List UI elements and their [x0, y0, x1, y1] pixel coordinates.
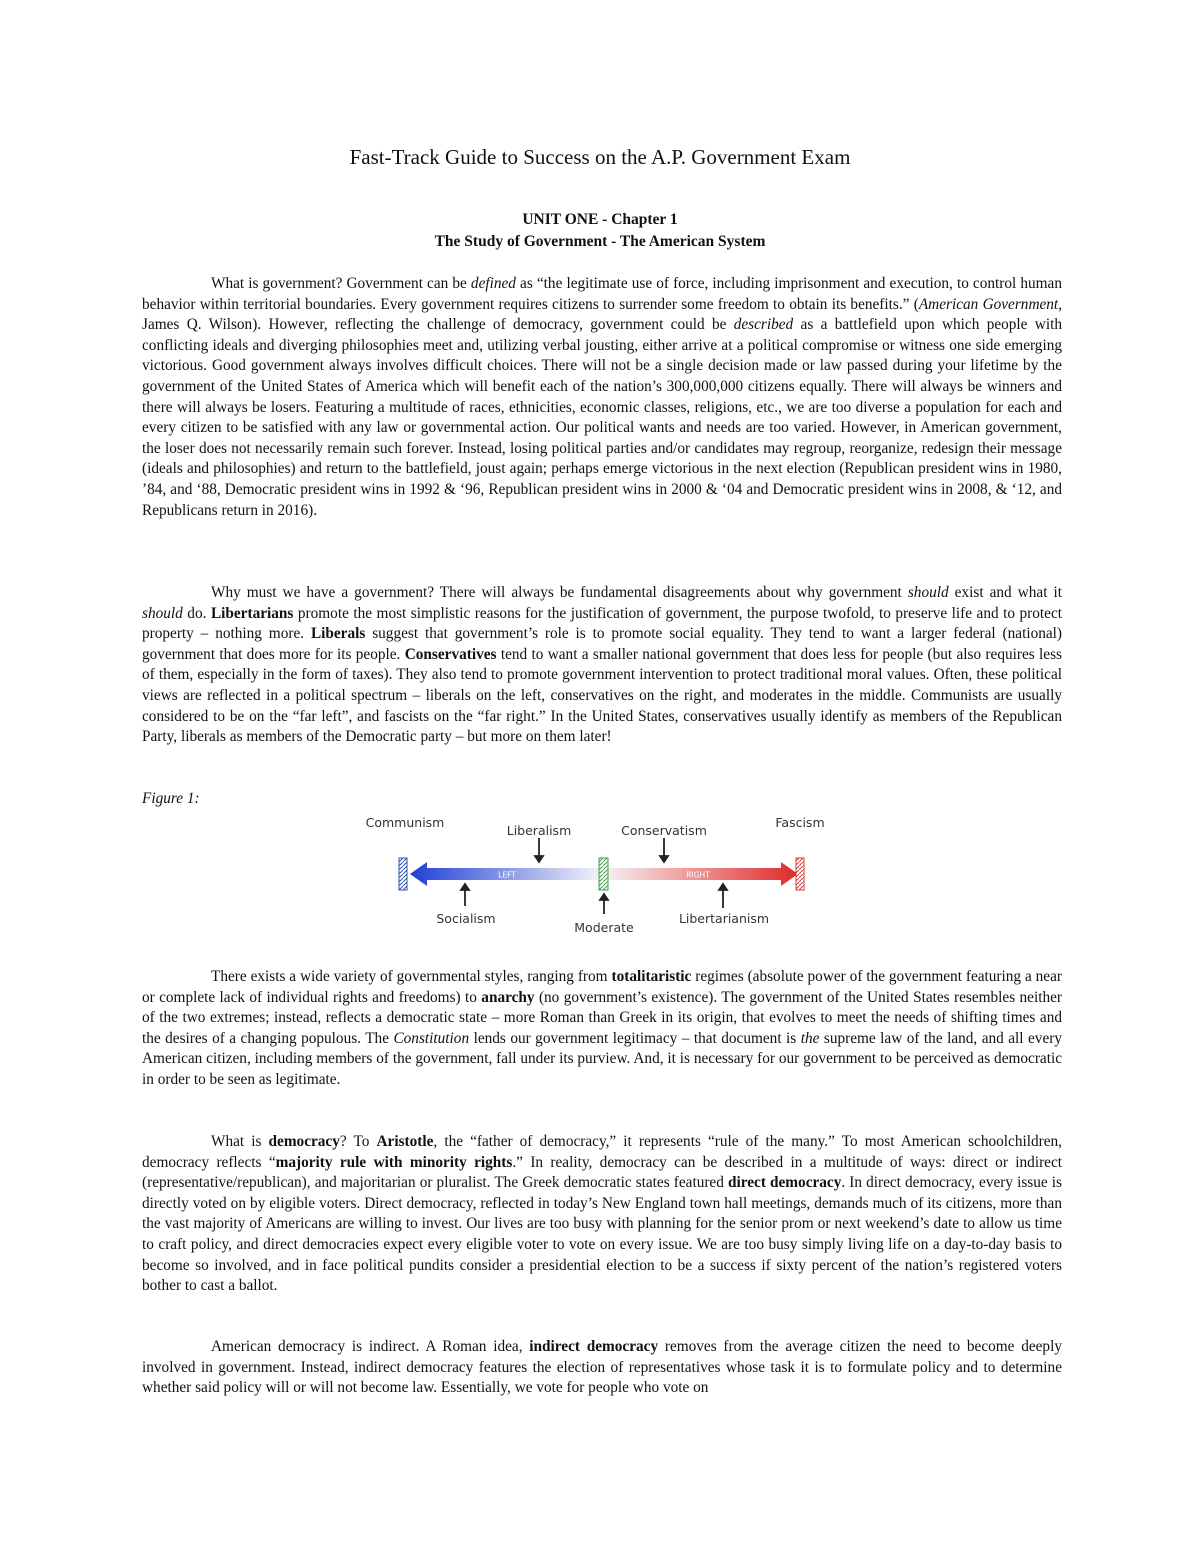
emphasis-text: should [907, 584, 949, 601]
emphasis-text: the [800, 1029, 820, 1047]
text-run: as “the legitimate use of force, including imprisonment and execution, to control human behavior within territorial boundaries. Every government requires citizens to surrender some freedom to obtain its benefits.” ( [142, 275, 1062, 313]
text-run: supreme law of the land, and all every American citizen, including members of the government, fall under its purview. And, it is necessary for our government to be perceived as democratic in order to be seen as legitimate. [142, 1029, 1062, 1088]
text-run: do. [182, 604, 211, 622]
conservatism-label: Conservatism [621, 823, 707, 838]
term-majority-rule: majority rule with minority rights [275, 1153, 513, 1171]
fascism-label: Fascism [775, 815, 825, 830]
text-run: exist and what it [948, 584, 1062, 601]
term-direct-democracy: direct democracy [727, 1174, 842, 1192]
text-run: American democracy is indirect. A Roman idea, [211, 1338, 530, 1355]
book-title: American Government [918, 295, 1059, 313]
text-run: lends our government legitimacy – that document is [469, 1029, 801, 1047]
moderate-marker [599, 858, 608, 890]
unit-heading [0, 209, 1200, 253]
text-run: suggest that government’s role is to promote social equality. They tend to want a larger federal (national) government that does more for its people. [142, 625, 1062, 663]
text-run: ? To [339, 1133, 377, 1150]
left-arrow-label: LEFT [498, 870, 516, 880]
moderate-label: Moderate [574, 920, 634, 935]
text-run: regimes (absolute power of the government featuring a near or complete lack of individual rights and freedoms) to [142, 968, 1062, 1006]
term-aristotle: Aristotle [376, 1133, 434, 1150]
communism-label: Communism [365, 815, 445, 830]
libertarianism-label: Libertarianism [678, 911, 770, 926]
liberalism-label: Liberalism [506, 823, 572, 838]
emphasis-constitution: Constitution [393, 1029, 470, 1047]
communism-marker [399, 858, 407, 890]
emphasis-text: should [142, 604, 183, 622]
text-run: removes from the average citizen the need to become deeply involved in government. Instead, indirect democracy features the election of representatives whose task it is to formulate policy and to determine whether said policy will or will not become law. Essentially, we vote for people who vote on [142, 1338, 1062, 1397]
text-run: , James Q. Wilson). However, reflecting the challenge of democracy, government could be [142, 295, 1063, 334]
paragraph-what-is-government [142, 274, 1062, 521]
term-democracy: democracy [268, 1133, 340, 1150]
text-run: There exists a wide variety of governmental styles, ranging from [211, 968, 612, 985]
term-totalitaristic: totalitaristic [611, 968, 692, 985]
text-run: . In direct democracy, every issue is directly voted on by eligible voters. Direct democracy, reflected in today’s New England town hall meetings, demands much of its citizens, more than the vast majority of Americans are willing to invest. Our lives are too busy with planning for the senior prom or next weekend’s date to allow us time to craft policy, and direct democracies expect every eligible voter to vote on every issue. We are too busy simply living life on a day-to-day basis to become so involved, and in face political pundits consider a presidential election to be a success if sixty percent of the nation’s registered voters bother to cast a ballot. [142, 1174, 1062, 1295]
text-run: tend to want a smaller national government that does less for people (but also requires less of them, especially in the form of taxes). They also tend to promote government intervention to protect traditional moral values. Often, these political views are reflected in a political spectrum – liberals on the left, conservatives on the right, and moderates in the middle. Communists are usually considered to be on the “far left”, and fascists on the “far right.” In the United States, conservatives usually identify as members of the Republican Party, liberals as members of the Democratic party – but more on them later! [142, 645, 1062, 746]
term-conservatives: Conservatives [404, 645, 497, 663]
text-run: Why must we have a government? There will always be fundamental disagreements about why government [211, 584, 908, 601]
paragraph-why-government [142, 583, 1062, 748]
paragraph-indirect-democracy [142, 1337, 1062, 1399]
text-run: .” In reality, democracy can be described in a multitude of ways: direct or indirect (representative/republican), and majoritarian or pluralist. The Greek democratic states featured [142, 1153, 1062, 1192]
political-spectrum-svg [355, 806, 845, 938]
text-run: as a battlefield upon which people with conflicting ideals and diverging philosophies meet and, utilizing verbal jousting, either arrive at a political compromise or witness one side emerging victorious. Good government always involves difficult choices. There will not be a single decision made or law passed during your lifetime by the government of the United States of America which will benefit each of the nation’s 300,000,000 citizens equally. There will always be winners and there will always be losers. Featuring a multitude of races, ethnicities, economic classes, religions, etc., we are too diverse a population for each and every citizen to be satisfied with any law or governmental action. Our political wants and needs are too varied. However, in American government, the loser does not necessarily remain such forever. Instead, losing political parties and/or candidates may regroup, reorganize, redesign their message (ideals and philosophies) and return to the battlefield, joust again; perhaps emerge victorious in the next election (Republican president wins in 1980, ’84, and ‘88, Democratic president wins in 1992 & ‘96, Republican president wins in 2000 & ‘04 and Democratic president wins in 2008, & ‘12, and Republicans return in 2016). [142, 316, 1062, 519]
text-run: (no government’s existence). The government of the United States resembles neither of the two extremes; instead, reflects a democratic state – more Roman than Greek in its origin, that evolves to meet the needs of shifting times and the desires of a changing populous. The [142, 988, 1062, 1047]
chapter-subtitle: The Study of Government - The American System [434, 233, 766, 250]
emphasis-text: described [733, 316, 794, 334]
text-run: , the “father of democracy,” it represents “rule of the many.” To most American schoolchildren, democracy reflects “ [142, 1133, 1062, 1171]
term-libertarians: Libertarians [210, 604, 294, 622]
text-run: promote the most simplistic reasons for the justification of government, the purpose twofold, to preserve life and to protect property – nothing more. [142, 604, 1062, 643]
term-indirect-democracy: indirect democracy [529, 1338, 659, 1355]
fascism-marker [796, 858, 804, 890]
text-run: What is government? Government can be [211, 275, 471, 292]
term-anarchy: anarchy [481, 988, 535, 1006]
socialism-label: Socialism [436, 911, 496, 926]
paragraph-governmental-styles [142, 967, 1062, 1091]
political-spectrum-figure [355, 806, 845, 938]
emphasis-text: defined [470, 275, 516, 292]
text-run: What is [211, 1133, 269, 1150]
unit-label: UNIT ONE - Chapter 1 [522, 211, 678, 228]
document-title: Fast-Track Guide to Success on the A.P. Government Exam [349, 145, 851, 169]
paragraph-what-is-democracy [142, 1132, 1062, 1297]
figure-label: Figure 1: [142, 790, 200, 807]
right-arrow-label: RIGHT [686, 870, 710, 880]
term-liberals: Liberals [310, 625, 366, 643]
